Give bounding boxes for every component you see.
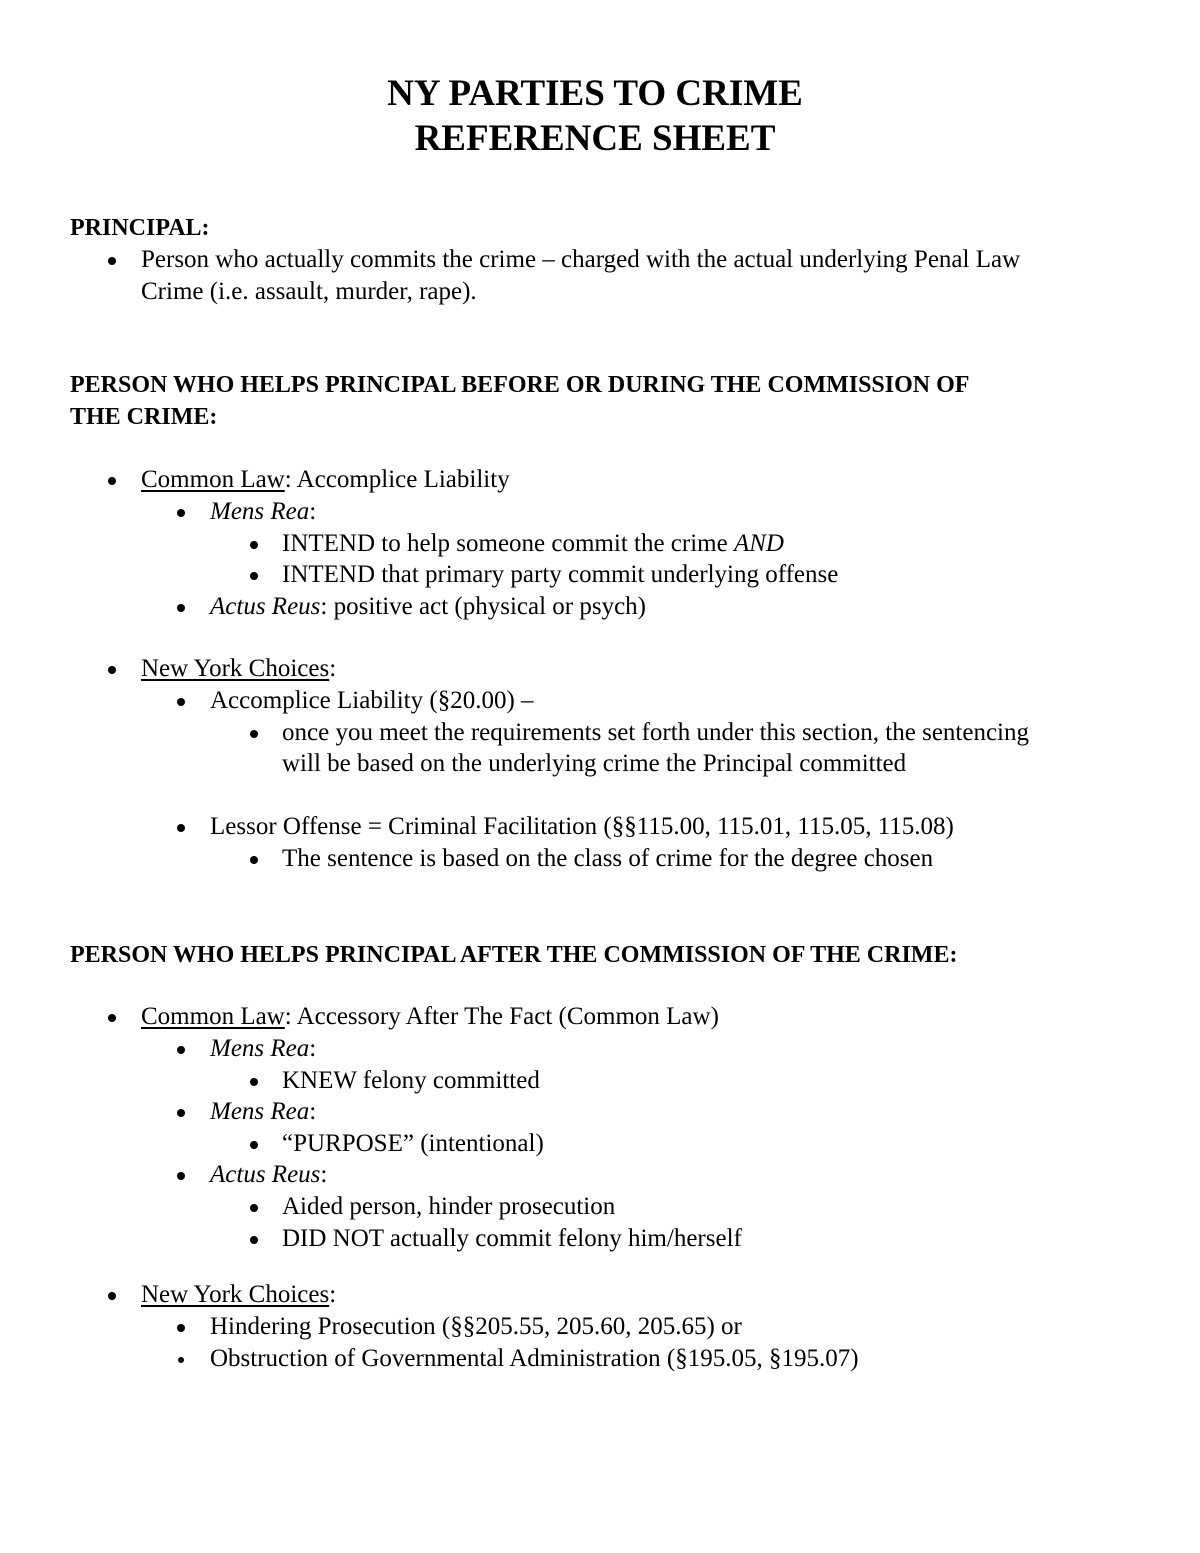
bullet-icon bbox=[108, 1014, 116, 1022]
bullet-icon bbox=[178, 1357, 184, 1363]
bullet-icon bbox=[250, 1236, 258, 1244]
accomplice-liability-item: Accomplice Liability (§20.00) – bbox=[210, 687, 534, 714]
after-mens-rea-item-2 bbox=[210, 1097, 316, 1127]
obstruction-item: Obstruction of Governmental Administration (§195.05, §195.07) bbox=[210, 1345, 859, 1372]
accomplice-note-line1: once you meet the requirements set forth under this section, the sentencing bbox=[282, 719, 1029, 746]
common-law-suffix: : Accomplice Liability bbox=[284, 466, 510, 493]
lessor-note-item: The sentence is based on the class of crime for the degree chosen bbox=[282, 845, 934, 872]
bullet-icon bbox=[177, 1046, 185, 1054]
lessor-offense-item: Lessor Offense = Criminal Facilitation (§§115.00, 115.01, 115.05, 115.08) bbox=[210, 813, 954, 840]
mens-rea-label: Mens Rea bbox=[210, 498, 310, 525]
before-ny-choices-item bbox=[141, 654, 336, 684]
accomplice-note-line2: will be based on the underlying crime the Principal committed bbox=[282, 750, 907, 777]
bullet-icon bbox=[108, 1292, 116, 1300]
page-title-line2: REFERENCE SHEET bbox=[414, 118, 776, 159]
colon: : bbox=[329, 655, 337, 682]
bullet-icon bbox=[177, 1109, 185, 1117]
hindering-prosecution-item: Hindering Prosecution (§§205.55, 205.60, 205.65) or bbox=[210, 1313, 742, 1340]
principal-text-line2: Crime (i.e. assault, murder, rape). bbox=[141, 278, 477, 305]
colon: : bbox=[329, 1281, 337, 1308]
principal-heading: PRINCIPAL: bbox=[70, 215, 210, 241]
bullet-icon bbox=[177, 509, 185, 517]
bullet-icon bbox=[250, 572, 258, 580]
intend-offense-item: INTEND that primary party commit underlying offense bbox=[282, 561, 839, 588]
common-law-label: Common Law bbox=[141, 466, 285, 493]
mens-rea-label: Mens Rea bbox=[210, 1035, 310, 1062]
colon: : bbox=[320, 1161, 328, 1188]
bullet-icon bbox=[177, 824, 185, 832]
ny-choices-label: New York Choices bbox=[141, 655, 330, 682]
after-ny-choices-item bbox=[141, 1280, 336, 1310]
after-mens-rea-item-1 bbox=[210, 1034, 316, 1064]
aided-person-item: Aided person, hinder prosecution bbox=[282, 1193, 616, 1220]
common-law-label: Common Law bbox=[141, 1003, 285, 1030]
intend-help-item bbox=[282, 529, 784, 559]
bullet-icon bbox=[250, 1141, 258, 1149]
after-common-law-item bbox=[141, 1002, 719, 1032]
ny-choices-label: New York Choices bbox=[141, 1281, 330, 1308]
bullet-icon bbox=[250, 1078, 258, 1086]
bullet-icon bbox=[108, 666, 116, 674]
before-common-law-item bbox=[141, 465, 510, 495]
colon: : bbox=[309, 498, 317, 525]
bullet-icon bbox=[177, 1324, 185, 1332]
page-title-line1: NY PARTIES TO CRIME bbox=[387, 73, 803, 114]
mens-rea-label: Mens Rea bbox=[210, 1098, 310, 1125]
before-actus-reus-item bbox=[210, 592, 646, 622]
after-actus-reus-item bbox=[210, 1160, 327, 1190]
actus-reus-label: Actus Reus bbox=[210, 1161, 321, 1188]
intend-help-text: INTEND to help someone commit the crime bbox=[282, 530, 734, 557]
and-emphasis: AND bbox=[733, 530, 784, 557]
bullet-icon bbox=[177, 698, 185, 706]
before-mens-rea-item bbox=[210, 497, 316, 527]
colon: : bbox=[309, 1098, 317, 1125]
principal-text-line1: Person who actually commits the crime – charged with the actual underlying Penal Law bbox=[141, 246, 1021, 273]
bullet-icon bbox=[250, 856, 258, 864]
actus-reus-label: Actus Reus bbox=[210, 593, 321, 620]
bullet-icon bbox=[177, 604, 185, 612]
after-heading: PERSON WHO HELPS PRINCIPAL AFTER THE COMMISSION OF THE CRIME: bbox=[70, 942, 958, 968]
colon: : bbox=[309, 1035, 317, 1062]
common-law-suffix: : Accessory After The Fact (Common Law) bbox=[284, 1003, 719, 1030]
bullet-icon bbox=[177, 1172, 185, 1180]
actus-reus-text: : positive act (physical or psych) bbox=[320, 593, 647, 620]
did-not-commit-item: DID NOT actually commit felony him/herself bbox=[282, 1225, 742, 1252]
purpose-item: “PURPOSE” (intentional) bbox=[282, 1130, 544, 1157]
before-heading-line1: PERSON WHO HELPS PRINCIPAL BEFORE OR DURING THE COMMISSION OF bbox=[70, 372, 970, 398]
before-heading-line2: THE CRIME: bbox=[70, 404, 218, 430]
knew-felony-item: KNEW felony committed bbox=[282, 1067, 540, 1094]
bullet-icon bbox=[108, 257, 116, 265]
bullet-icon bbox=[250, 541, 258, 549]
bullet-icon bbox=[250, 1204, 258, 1212]
bullet-icon bbox=[250, 730, 258, 738]
bullet-icon bbox=[108, 477, 116, 485]
